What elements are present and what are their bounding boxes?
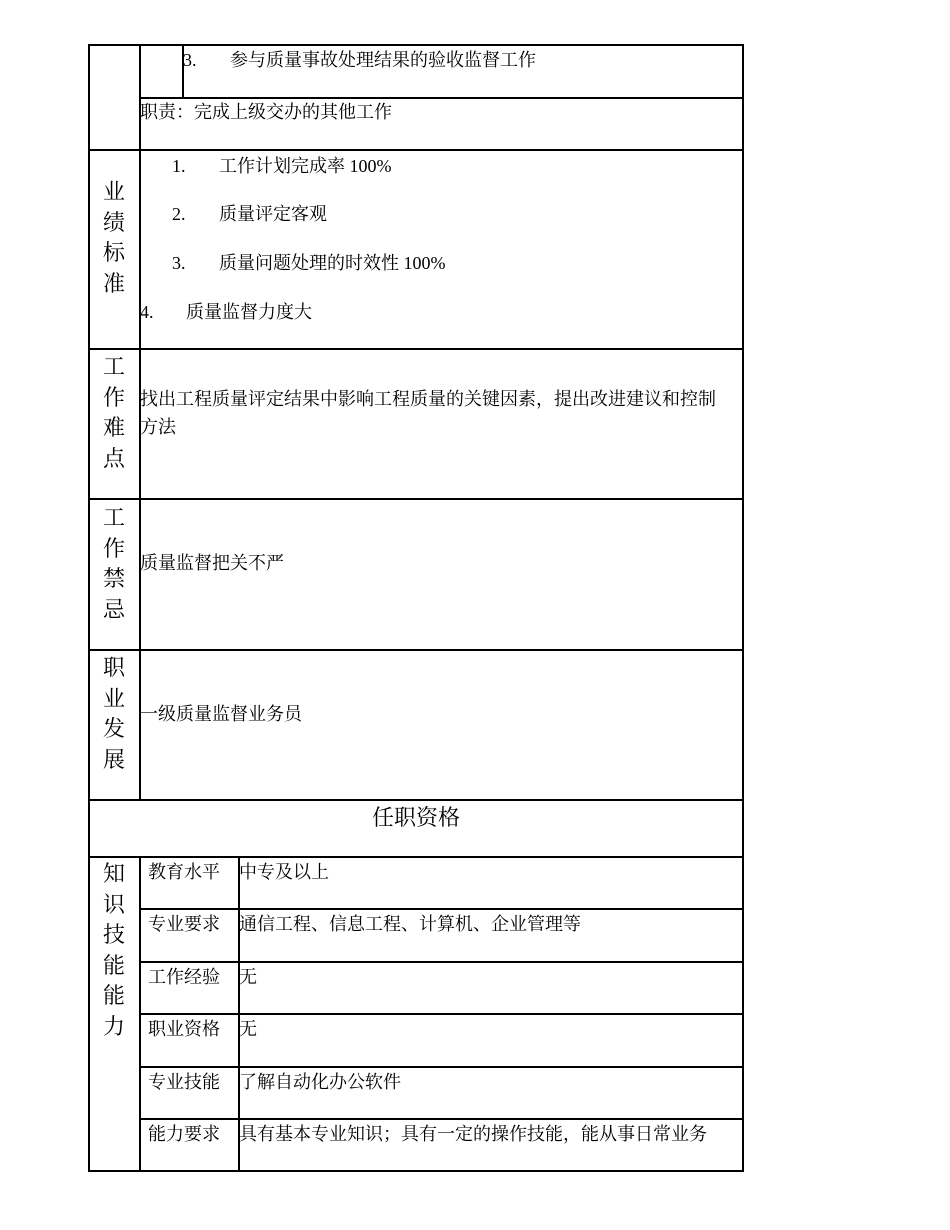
qual-row-line-2	[139, 961, 744, 963]
qual-row-1-value: 中专及以上	[239, 862, 329, 882]
qual-row-line-3	[139, 1013, 744, 1015]
row-line-taboos	[88, 498, 744, 500]
qual-row-2-name: 专业要求	[148, 914, 220, 934]
qual-row-line-4	[139, 1066, 744, 1068]
table-border-bottom	[88, 1170, 744, 1172]
qualifications-label: 知 识 技 能 能 力	[102, 861, 125, 1039]
duty-item-number: 3.	[183, 50, 197, 70]
qual-row-6-value: 具有基本专业知识；具有一定的操作技能，能从事日常业务	[239, 1124, 707, 1144]
taboos-text: 质量监督把关不严	[140, 553, 284, 573]
difficulties-text: 找出工程质量评定结果中影响工程质量的关键因素，提出改进建议和控制方法	[140, 389, 716, 437]
table-border-right	[742, 44, 744, 1172]
qual-row-2-value: 通信工程、信息工程、计算机、企业管理等	[239, 914, 581, 934]
row-line-difficulties	[88, 348, 744, 350]
qual-row-5-value: 了解自动化办公软件	[239, 1072, 401, 1092]
performance-item-2-number: 2.	[172, 204, 186, 224]
performance-item-3-text: 质量问题处理的时效性 100%	[219, 253, 446, 273]
performance-item-2-text: 质量评定客观	[219, 204, 327, 224]
performance-item-4-number: 4.	[140, 302, 154, 322]
performance-item-3-number: 3.	[172, 253, 186, 273]
qual-row-3-name: 工作经验	[148, 967, 220, 987]
row-line-performance	[88, 149, 744, 151]
performance-label: 业 绩 标 准	[102, 179, 125, 296]
duty-item-text: 参与质量事故处理结果的验收监督工作	[230, 50, 536, 70]
qual-row-4-value: 无	[239, 1019, 257, 1039]
career-text: 一级质量监督业务员	[140, 704, 302, 724]
career-label: 职 业 发 展	[102, 655, 125, 772]
difficulties-label: 工 作 难 点	[102, 354, 125, 471]
qualifications-title: 任职资格	[371, 805, 460, 830]
qual-row-6-name: 能力要求	[148, 1124, 220, 1144]
row-line-qualifications-title	[88, 799, 744, 801]
performance-item-4-text: 质量监督力度大	[186, 302, 312, 322]
qual-row-3-value: 无	[239, 967, 257, 987]
performance-item-1-text: 工作计划完成率 100%	[219, 156, 392, 176]
taboos-label: 工 作 禁 忌	[102, 505, 125, 622]
qual-row-1-name: 教育水平	[148, 862, 220, 882]
other-duty-text: 职责：完成上级交办的其他工作	[140, 102, 392, 122]
performance-item-1-number: 1.	[172, 156, 186, 176]
qual-row-5-name: 专业技能	[148, 1072, 220, 1092]
row-line-career	[88, 649, 744, 651]
qual-row-4-name: 职业资格	[148, 1019, 220, 1039]
